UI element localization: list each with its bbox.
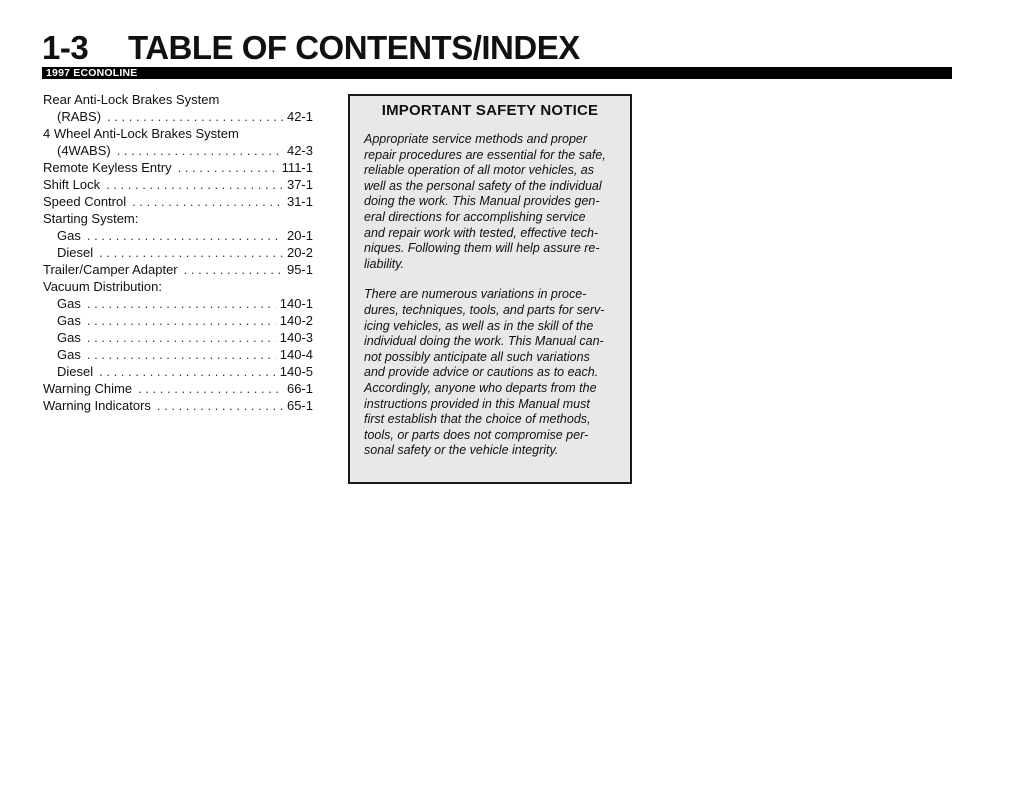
index-entry-page: 140-4	[279, 347, 313, 362]
notice-line: Appropriate service methods and proper	[364, 132, 588, 146]
notice-line: individual doing the work. This Manual can-	[364, 334, 604, 349]
index-entry-text: (4WABS)	[57, 143, 111, 158]
index-entry	[43, 142, 313, 159]
notice-line: repair procedures are essential for the safe,	[364, 147, 606, 162]
index-entry-text: Warning Indicators	[43, 398, 151, 413]
title-row	[42, 30, 952, 66]
index-entry-text: Speed Control	[43, 194, 127, 209]
index-entry-text: Gas	[57, 313, 81, 328]
index-entry-text: Gas	[57, 330, 81, 345]
index-entry-text: Diesel	[57, 364, 94, 379]
dot-leader	[87, 346, 276, 363]
dot-leader	[138, 380, 283, 397]
dot-leader	[87, 295, 276, 312]
dot-leader	[117, 142, 283, 159]
index-entry	[43, 278, 313, 295]
index-entry	[43, 193, 313, 210]
dot-leader	[106, 176, 283, 193]
index-entry	[43, 295, 313, 312]
index-entry-page: 65-1	[286, 398, 313, 413]
header-bar	[42, 67, 952, 79]
dot-leader	[87, 329, 276, 346]
index-entry-text: Trailer/Camper Adapter	[43, 262, 178, 277]
index-entry	[43, 159, 313, 176]
dot-leader	[184, 261, 283, 278]
safety-notice-title: IMPORTANT SAFETY NOTICE	[381, 102, 599, 119]
index-entry-page: 140-1	[279, 296, 313, 311]
notice-line: Accordingly, anyone who departs from the	[364, 380, 597, 395]
notice-line: eral directions for accomplishing service	[364, 209, 586, 224]
index-entry-page: 95-1	[286, 262, 313, 277]
index-entry	[43, 176, 313, 193]
index-entry	[43, 329, 313, 346]
index-entry-page: 42-3	[286, 143, 313, 158]
index-entry	[43, 312, 313, 329]
notice-line: sonal safety or the vehicle integrity.	[364, 443, 559, 458]
notice-line: There are numerous variations in proce-	[364, 287, 587, 302]
index-entry	[43, 244, 313, 261]
notice-line: liability.	[364, 256, 405, 271]
index-entry-text: Gas	[57, 228, 81, 243]
notice-line: instructions provided in this Manual must	[364, 396, 590, 411]
index-entry-text: Vacuum Distribution:	[43, 279, 162, 294]
index-entry-page: 37-1	[286, 177, 313, 192]
index-list	[43, 91, 313, 414]
notice-line: first establish that the choice of methods,	[364, 412, 591, 427]
notice-line: well as the personal safety of the individual	[364, 178, 602, 193]
dot-leader	[178, 159, 278, 176]
index-entry-page: 42-1	[286, 109, 313, 124]
dot-leader	[99, 363, 276, 380]
index-entry-page: 66-1	[286, 381, 313, 396]
index-entry-page: 140-5	[279, 364, 313, 379]
dot-leader	[157, 397, 283, 414]
dot-leader	[87, 227, 283, 244]
index-entry	[43, 91, 313, 108]
notice-line: dures, techniques, tools, and parts for serv-	[364, 302, 605, 317]
index-entry	[43, 261, 313, 278]
dot-leader	[99, 244, 283, 261]
index-entry	[43, 227, 313, 244]
index-entry	[43, 210, 313, 227]
page-title: TABLE OF CONTENTS/INDEX	[128, 29, 580, 66]
notice-line: and provide advice or cautions as to each.	[364, 365, 599, 380]
dot-leader	[132, 193, 283, 210]
safety-notice-paragraph-1	[350, 132, 630, 272]
notice-line: niques. Following them will help assure re-	[364, 241, 600, 256]
index-entry	[43, 363, 313, 380]
notice-line: and repair work with tested, effective tech-	[364, 225, 599, 240]
index-entry	[43, 346, 313, 363]
index-entry	[43, 397, 313, 414]
index-entry	[43, 108, 313, 125]
dot-leader	[107, 108, 283, 125]
notice-line: tools, or parts does not compromise per-	[364, 427, 589, 442]
index-entry-text: Diesel	[57, 245, 94, 260]
index-entry-text: Gas	[57, 296, 81, 311]
index-entry	[43, 125, 313, 142]
index-entry-page: 111-1	[281, 160, 313, 175]
safety-notice-paragraph-2	[350, 287, 630, 459]
index-entry-page: 20-1	[286, 228, 313, 243]
index-entry-text: Warning Chime	[43, 381, 133, 396]
index-entry-text: 4 Wheel Anti-Lock Brakes System	[43, 126, 239, 141]
index-entry-text: Gas	[57, 347, 81, 362]
notice-line: icing vehicles, as well as in the skill of the	[364, 318, 594, 333]
index-entry-text: Shift Lock	[43, 177, 101, 192]
index-entry	[43, 380, 313, 397]
notice-line: reliable operation of all motor vehicles, as	[364, 163, 594, 178]
page-header	[42, 30, 952, 79]
index-entry-text: Rear Anti-Lock Brakes System	[43, 92, 220, 107]
notice-line: not possibly anticipate all such variations	[364, 349, 590, 364]
index-entry-page: 140-2	[279, 313, 313, 328]
index-entry-page: 31-1	[286, 194, 313, 209]
notice-line: doing the work. This Manual provides gen-	[364, 194, 600, 209]
model-label: 1997 ECONOLINE	[46, 67, 138, 79]
section-number: 1-3	[42, 29, 89, 66]
dot-leader	[87, 312, 276, 329]
index-entry-text: Starting System:	[43, 211, 139, 226]
index-entry-page: 20-2	[286, 245, 313, 260]
index-entry-page: 140-3	[279, 330, 313, 345]
index-entry-text: (RABS)	[57, 109, 102, 124]
index-entry-text: Remote Keyless Entry	[43, 160, 172, 175]
safety-notice-box	[348, 94, 632, 484]
